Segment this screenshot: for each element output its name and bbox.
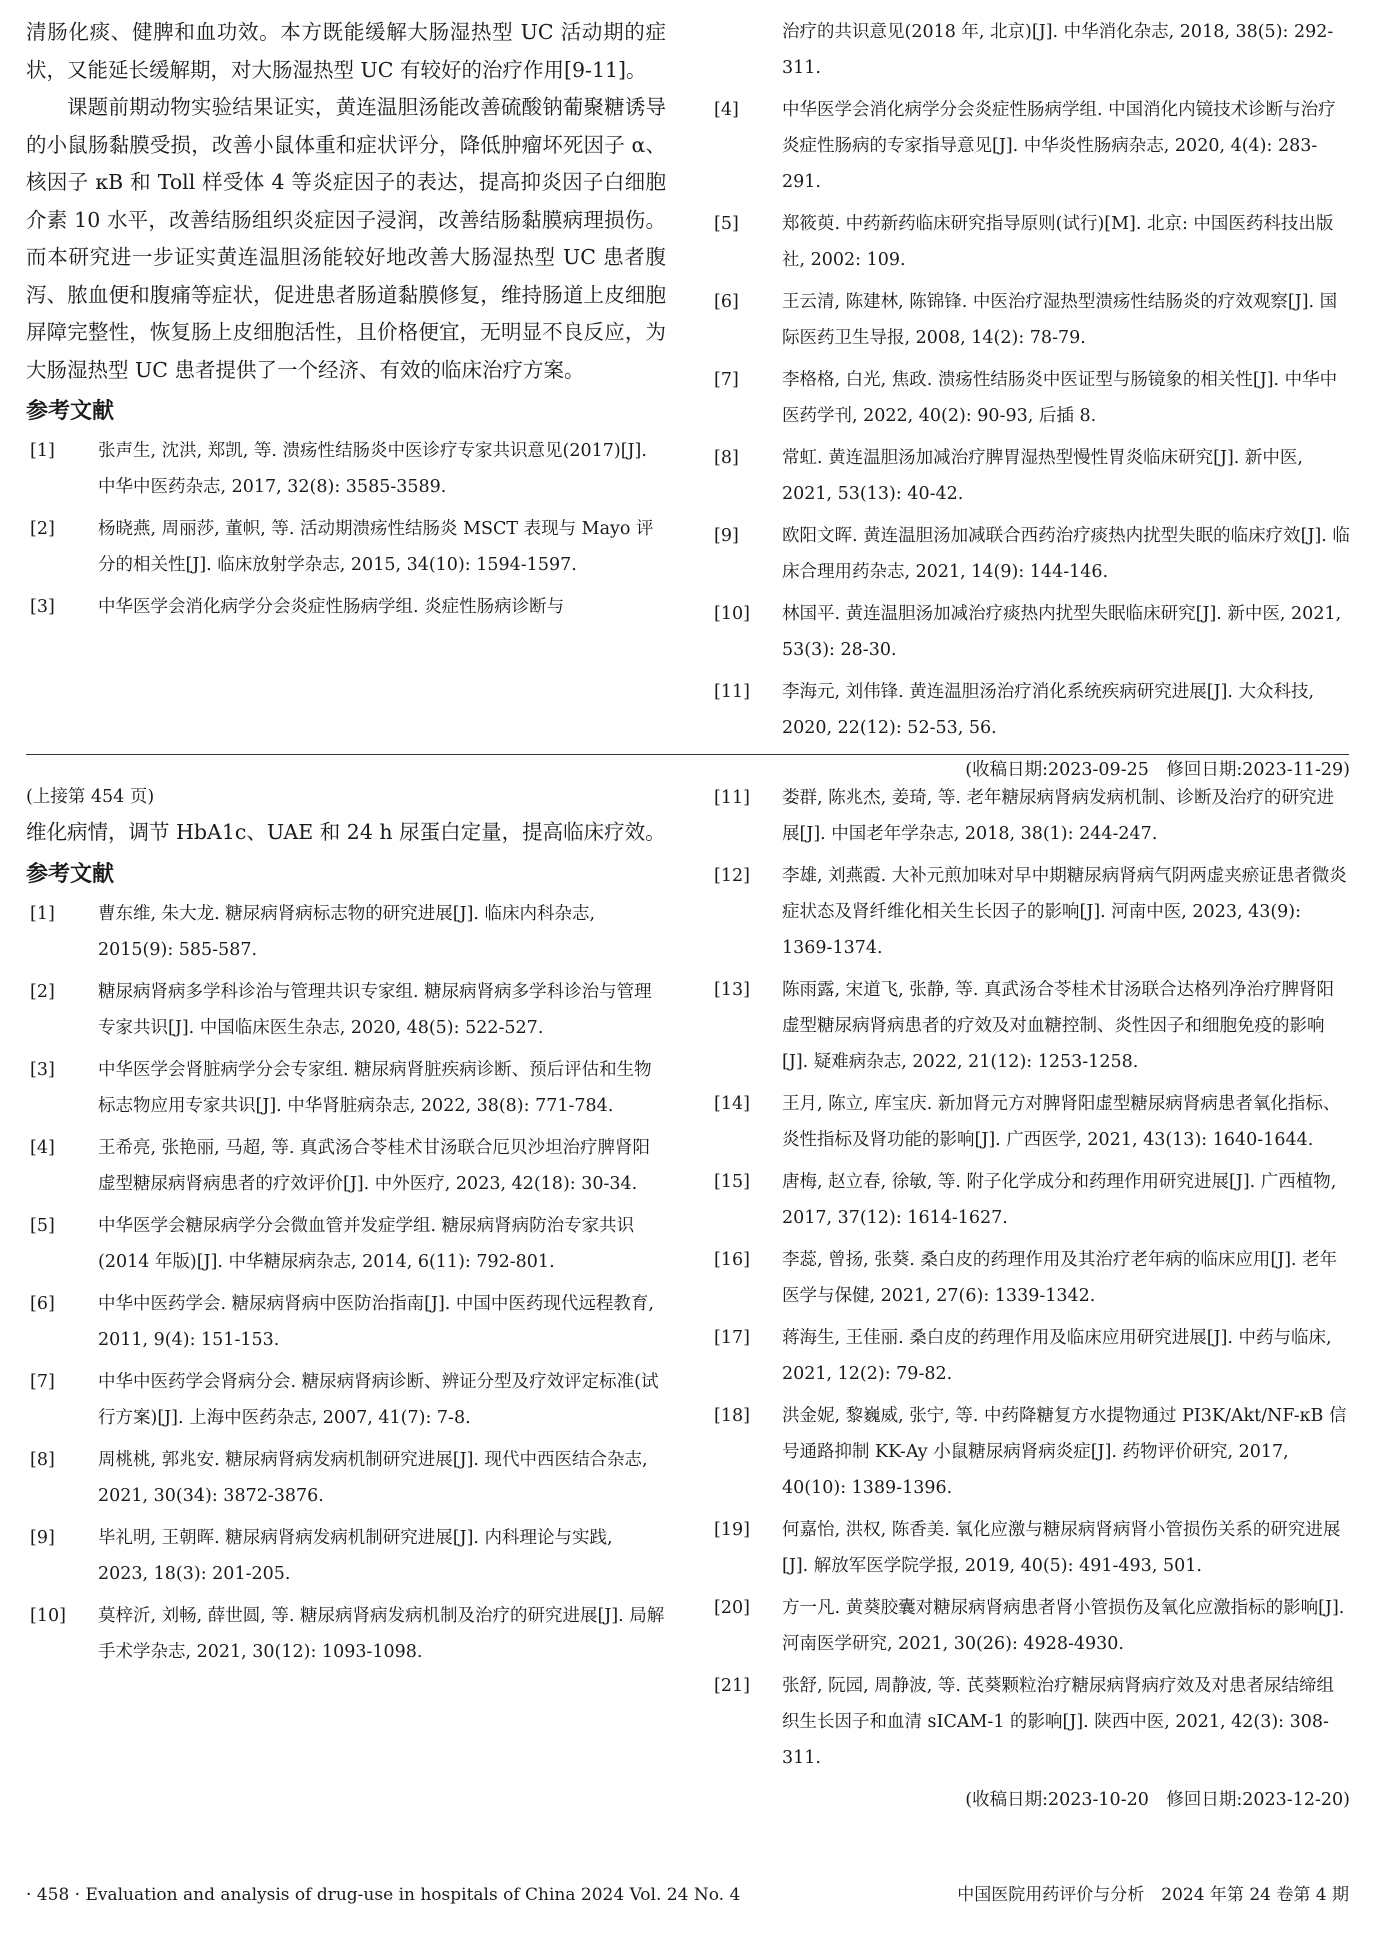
reference-item: [4] 王希亮, 张艳丽, 马超, 等. 真武汤合苓桂术甘汤联合厄贝沙坦治疗脾肾阳虚型糖尿病肾病患者的疗效评价[J]. 中外医疗, 2023, 42(18): 30-34. — [30, 1137, 650, 1194]
references-heading: 参考文献 — [26, 861, 115, 887]
reference-item: [21] 张舒, 阮园, 周静波, 等. 芪葵颗粒治疗糖尿病肾病疗效及对患者尿结缔组织生长因子和血清 sICAM-1 的影响[J]. 陕西中医, 2021, 42(3): 308-311. — [714, 1676, 1334, 1768]
reference-item: [2] 杨晓燕, 周丽莎, 董帜, 等. 活动期溃疡性结肠炎 MSCT 表现与 Mayo 评分的相关性[J]. 临床放射学杂志, 2015, 34(10): 1594-1597. — [30, 519, 654, 575]
reference-list — [26, 896, 666, 1670]
bottom-right-column — [710, 780, 1350, 1818]
reference-item: [9] 毕礼明, 王朝晖. 糖尿病肾病发病机制研究进展[J]. 内科理论与实践, 2023, 18(3): 201-205. — [30, 1527, 613, 1584]
reference-item: [3] 中华医学会肾脏病学分会专家组. 糖尿病肾脏疾病诊断、预后评估和生物标志物应用专家共识[J]. 中华肾脏病杂志, 2022, 38(8): 771-784. — [30, 1059, 652, 1116]
reference-item: [2] 糖尿病肾病多学科诊治与管理共识专家组. 糖尿病肾病多学科诊治与管理专家共识[J]. 中国临床医生杂志, 2020, 48(5): 522-527. — [30, 981, 652, 1038]
reference-item: [14] 王月, 陈立, 库宝庆. 新加肾元方对脾肾阳虚型糖尿病肾病患者氧化指标、炎性指标及肾功能的影响[J]. 广西医学, 2021, 43(13): 1640-1644. — [714, 1094, 1341, 1150]
reference-item: [16] 李蕊, 曾扬, 张葵. 桑白皮的药理作用及其治疗老年病的临床应用[J]. 老年医学与保健, 2021, 27(6): 1339-1342. — [714, 1250, 1338, 1306]
reference-list — [710, 780, 1350, 1776]
reference-item: [6] 中华中医药学会. 糖尿病肾病中医防治指南[J]. 中国中医药现代远程教育, 2011, 9(4): 151-153. — [30, 1293, 654, 1350]
reference-item: [7] 李格格, 白光, 焦政. 溃疡性结肠炎中医证型与肠镜象的相关性[J]. 中华中医药学刊, 2022, 40(2): 90-93, 后插 8. — [714, 370, 1338, 426]
reference-continuation: 治疗的共识意见(2018 年, 北京)[J]. 中华消化杂志, 2018, 38(5): 292-311. — [782, 22, 1334, 78]
reference-item: [10] 莫梓沂, 刘畅, 薛世圆, 等. 糖尿病肾病发病机制及治疗的研究进展[J]. 局解手术学杂志, 2021, 30(12): 1093-1098. — [30, 1605, 665, 1662]
reference-item: [5] 中华医学会糖尿病学分会微血管并发症学组. 糖尿病肾病防治专家共识(2014 年版)[J]. 中华糖尿病杂志, 2014, 6(11): 792-801. — [30, 1215, 635, 1272]
section-divider — [26, 754, 1349, 755]
paragraph: 清肠化痰、健脾和血功效。本方既能缓解大肠湿热型 UC 活动期的症状，又能延长缓解期，对大肠湿热型 UC 有较好的治疗作用[9-11]。 — [26, 20, 666, 82]
received-date: (收稿日期:2023-10-20 修回日期:2023-12-20) — [965, 1790, 1350, 1810]
paragraph: 维化病情，调节 HbA1c、UAE 和 24 h 尿蛋白定量，提高临床疗效。 — [26, 820, 666, 844]
reference-item: [15] 唐梅, 赵立春, 徐敏, 等. 附子化学成分和药理作用研究进展[J]. 广西植物, 2017, 37(12): 1614-1627. — [714, 1172, 1337, 1228]
reference-item: [18] 洪金妮, 黎巍威, 张宁, 等. 中药降糖复方水提物通过 PI3K/Akt/NF-κB 信号通路抑制 KK-Ay 小鼠糖尿病肾病炎症[J]. 药物评价研究, 2017, 40(10): 1389-1396. — [714, 1406, 1347, 1498]
reference-item: [11] 李海元, 刘伟锋. 黄连温胆汤治疗消化系统疾病研究进展[J]. 大众科技, 2020, 22(12): 52-53, 56. — [714, 682, 1315, 738]
reference-item: [9] 欧阳文晖. 黄连温胆汤加减联合西药治疗痰热内扰型失眠的临床疗效[J]. 临床合理用药杂志, 2021, 14(9): 144-146. — [714, 526, 1350, 582]
received-date: (收稿日期:2023-09-25 修回日期:2023-11-29) — [965, 760, 1350, 780]
reference-item: [8] 常虹. 黄连温胆汤加减治疗脾胃湿热型慢性胃炎临床研究[J]. 新中医, 2021, 53(13): 40-42. — [714, 448, 1303, 504]
reference-item: [5] 郑筱萸. 中药新药临床研究指导原则(试行)[M]. 北京: 中国医药科技出版社, 2002: 109. — [714, 214, 1334, 270]
reference-item: [13] 陈雨露, 宋道飞, 张静, 等. 真武汤合苓桂术甘汤联合达格列净治疗脾肾阳虚型糖尿病肾病患者的疗效及对血糖控制、炎性因子和细胞免疫的影响[J]. 疑难病杂志, 2022, 21(12): 1253-1258. — [714, 980, 1334, 1072]
reference-item: [4] 中华医学会消化病学分会炎症性肠病学组. 中国消化内镜技术诊断与治疗炎症性肠病的专家指导意见[J]. 中华炎性肠病杂志, 2020, 4(4): 283-291. — [714, 100, 1336, 192]
top-left-column — [26, 14, 666, 631]
references-heading: 参考文献 — [26, 399, 115, 424]
reference-item: [20] 方一凡. 黄葵胶囊对糖尿病肾病患者肾小管损伤及氧化应激指标的影响[J]. 河南医学研究, 2021, 30(26): 4928-4930. — [714, 1598, 1345, 1654]
reference-item: [3] 中华医学会消化病学分会炎症性肠病学组. 炎症性肠病诊断与 — [30, 597, 565, 617]
reference-item: [1] 张声生, 沈洪, 郑凯, 等. 溃疡性结肠炎中医诊疗专家共识意见(2017)[J]. 中华中医药杂志, 2017, 32(8): 3585-3589. — [30, 441, 647, 497]
reference-item: [10] 林国平. 黄连温胆汤加减治疗痰热内扰型失眠临床研究[J]. 新中医, 2021, 53(3): 28-30. — [714, 604, 1342, 660]
reference-item: [11] 娄群, 陈兆杰, 姜琦, 等. 老年糖尿病肾病发病机制、诊断及治疗的研究进展[J]. 中国老年学杂志, 2018, 38(1): 244-247. — [714, 788, 1334, 844]
reference-item: [12] 李雄, 刘燕霞. 大补元煎加味对早中期糖尿病肾病气阴两虚夹瘀证患者微炎症状态及肾纤维化相关生长因子的影响[J]. 河南中医, 2023, 43(9): 1369-1374. — [714, 866, 1347, 958]
reference-item: [8] 周桃桃, 郭兆安. 糖尿病肾病发病机制研究进展[J]. 现代中西医结合杂志, 2021, 30(34): 3872-3876. — [30, 1449, 648, 1506]
top-right-column — [710, 14, 1350, 788]
reference-item: [19] 何嘉怡, 洪权, 陈香美. 氧化应激与糖尿病肾病肾小管损伤关系的研究进展[J]. 解放军医学院学报, 2019, 40(5): 491-493, 501. — [714, 1520, 1341, 1576]
reference-list — [26, 433, 666, 625]
reference-item: [6] 王云清, 陈建林, 陈锦锋. 中医治疗湿热型溃疡性结肠炎的疗效观察[J]. 国际医药卫生导报, 2008, 14(2): 78-79. — [714, 292, 1338, 348]
continued-from-note: (上接第 454 页) — [26, 787, 155, 807]
footer-right: 中国医院用药评价与分析 2024 年第 24 卷第 4 期 — [957, 1885, 1349, 1905]
footer-left: · 458 · Evaluation and analysis of drug-use in hospitals of China 2024 Vol. 24 No. 4 — [26, 1885, 741, 1905]
bottom-left-column — [26, 780, 666, 1676]
paragraph: 课题前期动物实验结果证实，黄连温胆汤能改善硫酸钠葡聚糖诱导的小鼠肠黏膜受损，改善小鼠体重和症状评分，降低肿瘤坏死因子 α、核因子 κB 和 Toll 样受体 4 等炎症因子的表达，提高抑炎因子白细胞介素 10 水平，改善结肠组织炎症因子浸润，改善结肠黏膜病理损伤。而本研究进一步证实黄连温胆汤能较好地改善大肠湿热型 UC 患者腹泻、脓血便和腹痛等症状，促进患者肠道黏膜修复，维持肠道上皮细胞屏障完整性，恢复肠上皮细胞活性，且价格便宜，无明显不良反应，为大肠湿热型 UC 患者提供了一个经济、有效的临床治疗方案。 — [26, 95, 666, 382]
reference-item: [17] 蒋海生, 王佳丽. 桑白皮的药理作用及临床应用研究进展[J]. 中药与临床, 2021, 12(2): 79-82. — [714, 1328, 1332, 1384]
reference-item: [1] 曹东维, 朱大龙. 糖尿病肾病标志物的研究进展[J]. 临床内科杂志, 2015(9): 585-587. — [30, 903, 596, 960]
reference-item: [7] 中华中医药学会肾病分会. 糖尿病肾病诊断、辨证分型及疗效评定标准(试行方案)[J]. 上海中医药杂志, 2007, 41(7): 7-8. — [30, 1371, 659, 1428]
reference-list — [710, 92, 1350, 746]
